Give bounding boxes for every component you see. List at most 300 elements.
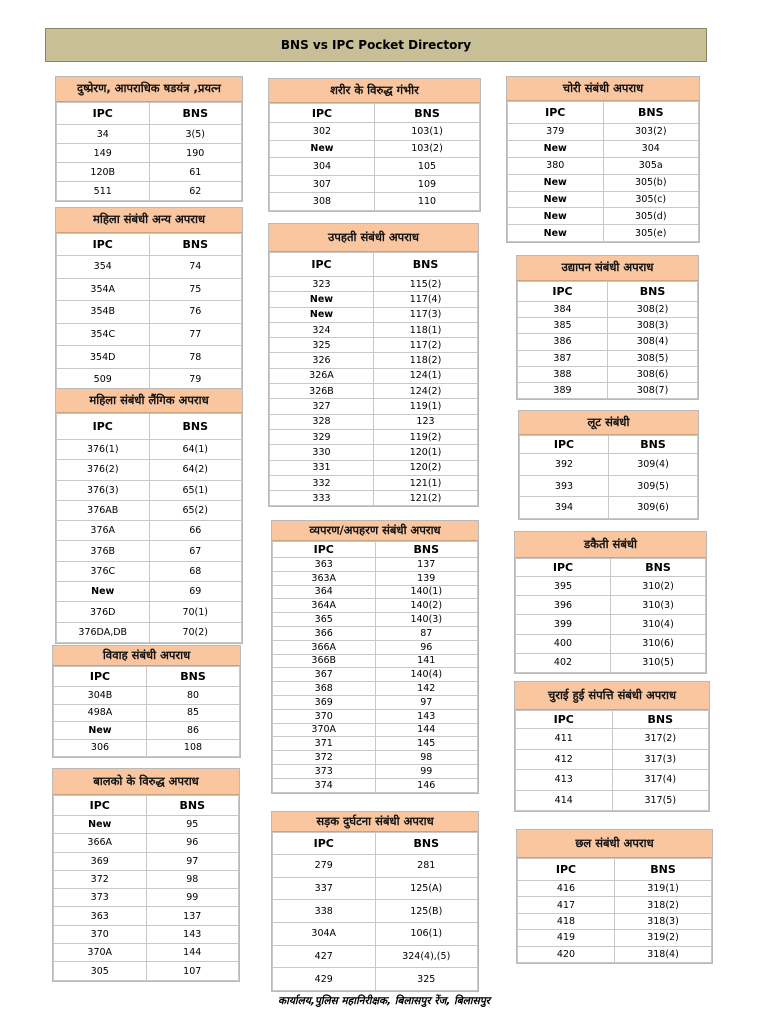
ipc-cell: 369 — [54, 852, 147, 870]
ipc-cell: 498A — [54, 704, 147, 722]
ipc-cell: 354A — [57, 278, 150, 301]
table-row — [508, 225, 699, 242]
bns-cell: 310(4) — [611, 615, 706, 634]
ipc-cell: 337 — [273, 877, 376, 900]
mapping-table — [269, 103, 480, 211]
page-title: BNS vs IPC Pocket Directory — [45, 28, 707, 62]
table-row — [57, 460, 242, 480]
table-row — [54, 907, 239, 925]
bns-cell: 124(2) — [374, 384, 478, 399]
mapping-table — [519, 435, 698, 519]
mapping-table — [56, 102, 242, 201]
ipc-cell: 379 — [508, 124, 604, 141]
section-title: महिला संबंधी लैंगिक अपराध — [56, 389, 242, 413]
bns-cell: 146 — [375, 778, 478, 792]
ipc-cell: 369 — [273, 695, 376, 709]
bns-cell: 305a — [603, 157, 699, 174]
ipc-cell: 332 — [270, 475, 374, 490]
table-row — [54, 687, 240, 705]
ipc-cell: 366A — [273, 640, 376, 654]
ipc-cell: 376DA,DB — [57, 622, 150, 642]
bns-cell: 325 — [375, 968, 478, 991]
table-header-row — [54, 796, 239, 816]
ipc-cell: 329 — [270, 429, 374, 444]
table-row — [273, 654, 478, 668]
table-row — [273, 877, 478, 900]
table-row — [273, 855, 478, 878]
table-row — [57, 301, 242, 324]
ipc-cell: 380 — [508, 157, 604, 174]
bns-cell: 85 — [147, 704, 240, 722]
ipc-cell: 399 — [516, 615, 611, 634]
ipc-cell: 418 — [518, 913, 615, 929]
ipc-cell: 413 — [516, 770, 613, 791]
table-row — [57, 561, 242, 581]
table-row — [273, 585, 478, 599]
ipc-cell: 331 — [270, 460, 374, 475]
bns-cell: 304 — [603, 140, 699, 157]
bns-cell: 137 — [146, 907, 239, 925]
bns-cell: 120(2) — [374, 460, 478, 475]
bns-column-header: BNS — [612, 711, 709, 729]
table-row — [270, 353, 478, 368]
table-row — [518, 946, 712, 962]
ipc-column-header: IPC — [516, 711, 613, 729]
table-row — [57, 602, 242, 622]
bns-cell: 76 — [149, 301, 242, 324]
ipc-cell: 376(3) — [57, 480, 150, 500]
bns-cell: 109 — [375, 175, 480, 193]
table-row — [270, 158, 480, 176]
table-row — [508, 124, 699, 141]
table-row — [273, 558, 478, 572]
section-title: डकैती संबंधी — [515, 532, 706, 558]
bns-cell: 190 — [149, 144, 242, 163]
bns-column-header: BNS — [146, 796, 239, 816]
ipc-column-header: IPC — [270, 104, 375, 123]
bns-cell: 281 — [375, 855, 478, 878]
ipc-cell: 34 — [57, 125, 150, 144]
bns-cell: 318(2) — [615, 897, 712, 913]
table-row — [54, 889, 239, 907]
bns-cell: 305(e) — [603, 225, 699, 242]
bns-column-header: BNS — [149, 234, 242, 256]
table-row — [520, 497, 698, 519]
ipc-cell: 368 — [273, 682, 376, 696]
table-row — [516, 770, 709, 791]
bns-cell: 144 — [146, 944, 239, 962]
ipc-cell: 386 — [518, 334, 608, 350]
bns-cell: 120(1) — [374, 445, 478, 460]
bns-cell: 140(4) — [375, 668, 478, 682]
ipc-cell: 376C — [57, 561, 150, 581]
table-row — [520, 454, 698, 476]
table-header-row — [270, 253, 478, 277]
ipc-cell: 376D — [57, 602, 150, 622]
ipc-cell: 412 — [516, 749, 613, 770]
bns-cell: 103(2) — [375, 140, 480, 158]
bns-cell: 62 — [149, 182, 242, 201]
bns-cell: 318(3) — [615, 913, 712, 929]
table-row — [518, 881, 712, 897]
table-header-row — [54, 667, 240, 687]
bns-cell: 118(2) — [374, 353, 478, 368]
table-row — [57, 440, 242, 460]
table-row — [270, 175, 480, 193]
table-header-row — [273, 833, 478, 855]
ipc-cell: 372 — [273, 751, 376, 765]
bns-cell: 118(1) — [374, 322, 478, 337]
section-title: सड़क दुर्घटना संबंधी अपराध — [272, 812, 478, 832]
table-row — [270, 491, 478, 506]
bns-cell: 139 — [375, 571, 478, 585]
mapping-table — [53, 666, 240, 757]
section-title: उद्यापन संबंधी अपराध — [517, 256, 698, 281]
ipc-cell: 376(2) — [57, 460, 150, 480]
bns-column-header: BNS — [149, 103, 242, 125]
table-row — [57, 582, 242, 602]
table-header-row — [518, 859, 712, 881]
bns-cell: 61 — [149, 163, 242, 182]
table-row — [273, 737, 478, 751]
table-row — [273, 751, 478, 765]
table-row — [516, 653, 706, 672]
ipc-cell: 376(1) — [57, 440, 150, 460]
table-row — [54, 722, 240, 740]
ipc-cell: New — [270, 292, 374, 307]
section-women-sexual — [55, 388, 243, 644]
bns-cell: 79 — [149, 368, 242, 391]
bns-cell: 80 — [147, 687, 240, 705]
table-row — [57, 521, 242, 541]
bns-cell: 103(1) — [375, 123, 480, 141]
bns-cell: 310(5) — [611, 653, 706, 672]
table-row — [273, 945, 478, 968]
bns-cell: 318(4) — [615, 946, 712, 962]
table-row — [57, 182, 242, 201]
ipc-column-header: IPC — [270, 253, 374, 277]
bns-cell: 119(2) — [374, 429, 478, 444]
ipc-cell: 324 — [270, 322, 374, 337]
ipc-cell: 279 — [273, 855, 376, 878]
table-header-row — [516, 711, 709, 729]
bns-cell: 309(6) — [609, 497, 698, 519]
bns-cell: 121(1) — [374, 475, 478, 490]
bns-cell: 308(4) — [608, 334, 698, 350]
bns-cell: 117(3) — [374, 307, 478, 322]
table-row — [273, 571, 478, 585]
section-body-serious — [268, 78, 481, 212]
ipc-cell: 149 — [57, 144, 150, 163]
bns-cell: 308(6) — [608, 366, 698, 382]
section-title: उपहती संबंधी अपराध — [269, 224, 478, 252]
bns-cell: 78 — [149, 346, 242, 369]
bns-cell: 308(2) — [608, 302, 698, 318]
ipc-cell: 374 — [273, 778, 376, 792]
bns-cell: 317(3) — [612, 749, 709, 770]
bns-cell: 69 — [149, 582, 242, 602]
mapping-table — [56, 413, 242, 643]
bns-cell: 143 — [146, 925, 239, 943]
footer-office: कार्यालय,पुलिस महानिरीक्षक, बिलासपुर रेंज, बिलासपुर — [278, 995, 490, 1007]
table-row — [516, 615, 706, 634]
bns-cell: 65(2) — [149, 500, 242, 520]
bns-cell: 310(6) — [611, 634, 706, 653]
table-row — [273, 778, 478, 792]
ipc-cell: 326B — [270, 384, 374, 399]
bns-cell: 74 — [149, 256, 242, 279]
ipc-cell: 302 — [270, 123, 375, 141]
bns-cell: 105 — [375, 158, 480, 176]
table-row — [518, 382, 698, 398]
mapping-table — [53, 795, 239, 981]
ipc-cell: 370 — [54, 925, 147, 943]
table-row — [273, 682, 478, 696]
ipc-cell: 370A — [54, 944, 147, 962]
table-row — [57, 346, 242, 369]
ipc-cell: 376B — [57, 541, 150, 561]
section-children — [52, 768, 240, 982]
mapping-table — [515, 558, 706, 673]
ipc-cell: 307 — [270, 175, 375, 193]
ipc-cell: 411 — [516, 729, 613, 750]
ipc-cell: 402 — [516, 653, 611, 672]
bns-cell: 117(4) — [374, 292, 478, 307]
bns-cell: 310(3) — [611, 596, 706, 615]
ipc-cell: 384 — [518, 302, 608, 318]
ipc-cell: New — [270, 307, 374, 322]
table-row — [508, 157, 699, 174]
bns-cell: 70(2) — [149, 622, 242, 642]
bns-cell: 125(A) — [375, 877, 478, 900]
table-row — [57, 541, 242, 561]
ipc-cell: 364A — [273, 599, 376, 613]
table-row — [508, 208, 699, 225]
ipc-cell: 372 — [54, 870, 147, 888]
table-row — [518, 913, 712, 929]
section-title: चुराई हुई संपत्ति संबंधी अपराध — [515, 682, 709, 710]
mapping-table — [269, 252, 478, 506]
bns-cell: 140(3) — [375, 613, 478, 627]
bns-column-header: BNS — [375, 104, 480, 123]
ipc-column-header: IPC — [54, 796, 147, 816]
table-row — [54, 962, 239, 980]
bns-cell: 87 — [375, 626, 478, 640]
bns-cell: 75 — [149, 278, 242, 301]
ipc-cell: 306 — [54, 739, 147, 757]
section-cheating — [516, 829, 713, 964]
table-row — [508, 140, 699, 157]
bns-column-header: BNS — [609, 436, 698, 454]
bns-cell: 121(2) — [374, 491, 478, 506]
ipc-cell: 366A — [54, 834, 147, 852]
table-row — [273, 613, 478, 627]
table-row — [273, 668, 478, 682]
ipc-cell: 304B — [54, 687, 147, 705]
table-row — [273, 900, 478, 923]
ipc-cell: 367 — [273, 668, 376, 682]
table-row — [273, 695, 478, 709]
table-row — [57, 278, 242, 301]
bns-cell: 124(1) — [374, 368, 478, 383]
ipc-cell: 326A — [270, 368, 374, 383]
bns-cell: 140(2) — [375, 599, 478, 613]
table-row — [270, 460, 478, 475]
ipc-column-header: IPC — [54, 667, 147, 687]
table-row — [270, 368, 478, 383]
ipc-column-header: IPC — [518, 859, 615, 881]
table-row — [270, 445, 478, 460]
bns-column-header: BNS — [375, 833, 478, 855]
ipc-cell: New — [54, 816, 147, 834]
table-row — [54, 944, 239, 962]
mapping-table — [507, 101, 699, 242]
table-row — [518, 302, 698, 318]
table-row — [516, 577, 706, 596]
bns-cell: 67 — [149, 541, 242, 561]
table-row — [270, 322, 478, 337]
section-title: बालको के विरुद्ध अपराध — [53, 769, 239, 795]
section-title: लूट संबंधी — [519, 411, 698, 435]
table-row — [518, 350, 698, 366]
bns-cell: 308(7) — [608, 382, 698, 398]
ipc-cell: 366B — [273, 654, 376, 668]
ipc-cell: 417 — [518, 897, 615, 913]
table-row — [516, 634, 706, 653]
table-row — [273, 968, 478, 991]
table-row — [518, 366, 698, 382]
mapping-table — [56, 233, 242, 392]
bns-cell: 125(B) — [375, 900, 478, 923]
ipc-cell: 419 — [518, 930, 615, 946]
ipc-cell: 385 — [518, 318, 608, 334]
table-row — [273, 764, 478, 778]
ipc-cell: 394 — [520, 497, 609, 519]
mapping-table — [272, 832, 478, 991]
ipc-cell: 420 — [518, 946, 615, 962]
bns-cell: 98 — [146, 870, 239, 888]
ipc-cell: 373 — [54, 889, 147, 907]
bns-cell: 144 — [375, 723, 478, 737]
bns-column-header: BNS — [611, 559, 706, 577]
bns-cell: 317(4) — [612, 770, 709, 791]
table-row — [273, 923, 478, 946]
ipc-column-header: IPC — [518, 282, 608, 302]
table-row — [518, 897, 712, 913]
bns-cell: 305(d) — [603, 208, 699, 225]
mapping-table — [517, 858, 712, 963]
ipc-cell: New — [54, 722, 147, 740]
ipc-cell: 328 — [270, 414, 374, 429]
ipc-column-header: IPC — [516, 559, 611, 577]
bns-cell: 141 — [375, 654, 478, 668]
bns-cell: 68 — [149, 561, 242, 581]
table-row — [270, 429, 478, 444]
bns-cell: 142 — [375, 682, 478, 696]
bns-cell: 309(5) — [609, 475, 698, 497]
table-row — [273, 626, 478, 640]
ipc-cell: New — [508, 140, 604, 157]
table-header-row — [273, 542, 478, 558]
table-row — [270, 193, 480, 211]
ipc-cell: 363 — [54, 907, 147, 925]
bns-cell: 303(2) — [603, 124, 699, 141]
table-row — [270, 414, 478, 429]
table-row — [516, 596, 706, 615]
ipc-cell: 325 — [270, 338, 374, 353]
table-row — [57, 163, 242, 182]
bns-cell: 317(5) — [612, 790, 709, 811]
section-theft — [506, 76, 700, 243]
ipc-cell: 370 — [273, 709, 376, 723]
ipc-column-header: IPC — [273, 542, 376, 558]
ipc-column-header: IPC — [520, 436, 609, 454]
ipc-cell: 333 — [270, 491, 374, 506]
ipc-cell: 370A — [273, 723, 376, 737]
ipc-cell: 364 — [273, 585, 376, 599]
bns-cell: 308(5) — [608, 350, 698, 366]
bns-column-header: BNS — [615, 859, 712, 881]
table-row — [273, 640, 478, 654]
bns-cell: 64(1) — [149, 440, 242, 460]
bns-cell: 110 — [375, 193, 480, 211]
table-row — [54, 870, 239, 888]
bns-column-header: BNS — [374, 253, 478, 277]
bns-cell: 107 — [146, 962, 239, 980]
bns-cell: 3(5) — [149, 125, 242, 144]
bns-cell: 99 — [375, 764, 478, 778]
table-row — [518, 318, 698, 334]
ipc-column-header: IPC — [508, 102, 604, 124]
bns-cell: 86 — [147, 722, 240, 740]
ipc-cell: 511 — [57, 182, 150, 201]
table-row — [57, 500, 242, 520]
table-header-row — [508, 102, 699, 124]
ipc-cell: 354 — [57, 256, 150, 279]
table-row — [57, 125, 242, 144]
bns-cell: 117(2) — [374, 338, 478, 353]
table-row — [57, 323, 242, 346]
table-row — [54, 816, 239, 834]
table-row — [57, 622, 242, 642]
section-title: चोरी संबंधी अपराध — [507, 77, 699, 101]
table-row — [57, 480, 242, 500]
ipc-cell: 416 — [518, 881, 615, 897]
section-women-other — [55, 207, 243, 393]
ipc-cell: 429 — [273, 968, 376, 991]
bns-cell: 305(b) — [603, 174, 699, 191]
bns-cell: 108 — [147, 739, 240, 757]
ipc-cell: 366 — [273, 626, 376, 640]
bns-cell: 140(1) — [375, 585, 478, 599]
table-row — [520, 475, 698, 497]
ipc-column-header: IPC — [57, 103, 150, 125]
table-row — [273, 723, 478, 737]
section-marriage — [52, 645, 241, 758]
table-row — [518, 930, 712, 946]
table-row — [516, 749, 709, 770]
ipc-cell: 363 — [273, 558, 376, 572]
bns-cell: 65(1) — [149, 480, 242, 500]
table-row — [270, 277, 478, 292]
table-row — [508, 174, 699, 191]
ipc-cell: 326 — [270, 353, 374, 368]
bns-cell: 106(1) — [375, 923, 478, 946]
section-robbery — [518, 410, 699, 520]
section-title: महिला संबंधी अन्य अपराध — [56, 208, 242, 233]
mapping-table — [515, 710, 709, 811]
bns-cell: 137 — [375, 558, 478, 572]
